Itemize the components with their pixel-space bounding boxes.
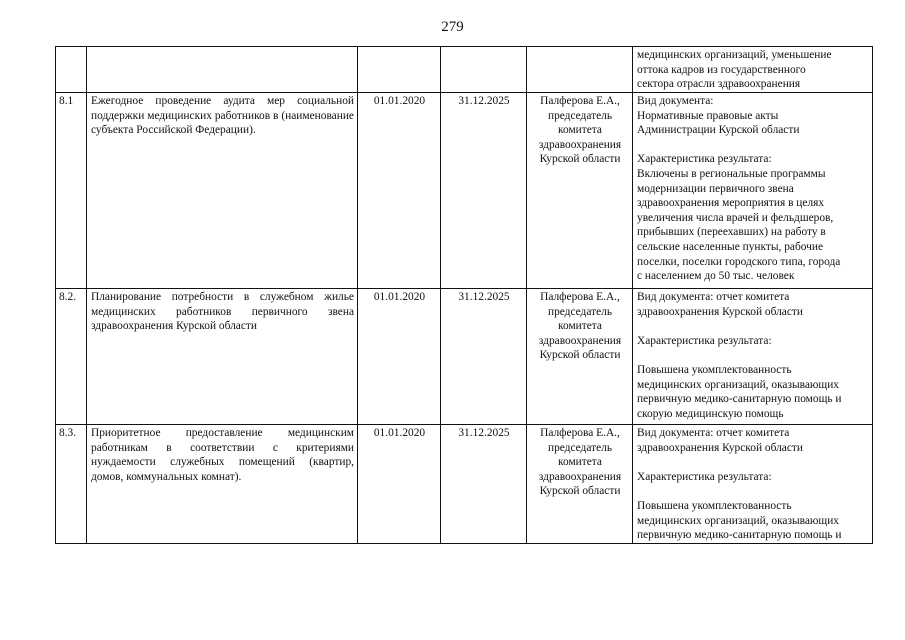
cell-responsible: Палферова Е.А., председатель комитета здравоохранения Курской области [527,93,633,289]
result-line: модернизации первичного звена [637,182,794,195]
result-line: Характеристика результата: [637,334,772,347]
result-spacer [637,348,869,363]
result-line: с населением до 50 тыс. человек [637,270,795,283]
result-line: сектора отрасли здравоохранения [637,78,801,91]
result-spacer [637,455,869,470]
page-number: 279 [441,19,464,35]
cell-end-date [441,47,527,93]
result-line: скорую медицинскую помощь [637,407,784,420]
result-line: Вид документа: [637,95,714,107]
result-line: оттока кадров из государственного [637,63,806,76]
cell-number: 8.1 [56,93,87,289]
result-line: Нормативные правовые акты [637,109,779,122]
cell-description: Ежегодное проведение аудита мер социальной поддержки медицинских работников в (наименование субъекта Российской Федерации). [87,93,358,289]
result-line: Характеристика результата: [637,470,772,483]
cell-responsible [527,47,633,93]
table-row [56,289,873,425]
cell-responsible: Палферова Е.А., председатель комитета здравоохранения Курской области [527,425,633,544]
result-spacer [637,138,869,153]
result-line: Вид документа: отчет комитета [637,291,790,303]
table-row-continuation [56,47,873,93]
cell-start-date: 01.01.2020 [358,93,441,289]
result-line: медицинских организаций, уменьшение [637,49,832,61]
cell-start-date [358,47,441,93]
cell-description: Планирование потребности в служебном жилье медицинских работников первичного звена здравоохранения Курской области [87,289,358,425]
result-line: Характеристика результата: [637,153,772,166]
result-line: здравоохранения мероприятия в целях [637,197,825,210]
result-line: увеличения числа врачей и фельдшеров, [637,211,834,224]
result-line: медицинских организаций, оказывающих [637,378,839,391]
result-line: здравоохранения Курской области [637,305,803,318]
cell-description: Приоритетное предоставление медицинским работникам в соответствии с критериями нуждаемости служебных помещений (квартир, домов, коммунальных комнат). [87,425,358,544]
cell-end-date: 31.12.2025 [441,93,527,289]
result-line: Администрации Курской области [637,124,800,137]
result-line: прибывших (переехавших) на работу в [637,226,826,239]
cell-result [633,425,873,544]
cell-result [633,47,873,93]
cell-end-date: 31.12.2025 [441,289,527,425]
cell-start-date: 01.01.2020 [358,289,441,425]
result-line: поселки, поселки городского типа, города [637,255,841,268]
result-line: Включены в региональные программы [637,167,826,180]
measures-table [55,46,873,544]
cell-result [633,93,873,289]
table-row [56,425,873,544]
result-spacer [637,484,869,499]
result-line: Повышена укомплектованность [637,499,792,512]
cell-responsible: Палферова Е.А., председатель комитета здравоохранения Курской области [527,289,633,425]
cell-end-date: 31.12.2025 [441,425,527,544]
cell-start-date: 01.01.2020 [358,425,441,544]
cell-number: 8.2. [56,289,87,425]
table-row [56,93,873,289]
cell-description [87,47,358,93]
cell-number: 8.3. [56,425,87,544]
result-line: Вид документа: отчет комитета [637,427,790,439]
result-line: сельские населенные пункты, рабочие [637,240,824,253]
result-line: первичную медико-санитарную помощь и [637,393,842,406]
cell-number [56,47,87,93]
result-spacer [637,319,869,334]
result-line: медицинских организаций, оказывающих [637,514,839,527]
result-line: Повышена укомплектованность [637,363,792,376]
result-line: первичную медико-санитарную помощь и [637,529,842,542]
cell-result [633,289,873,425]
result-line: здравоохранения Курской области [637,441,803,454]
